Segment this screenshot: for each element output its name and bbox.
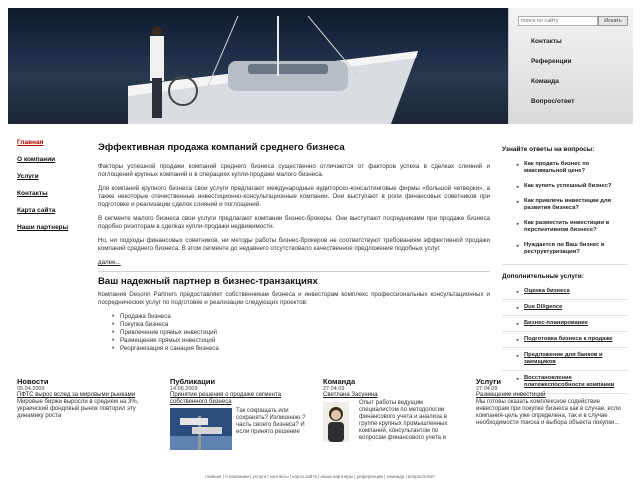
leftnav-item-contacts[interactable]: Контакты: [17, 190, 48, 197]
column-title: Публикации: [170, 377, 216, 386]
search-input[interactable]: [518, 16, 598, 26]
column-text: Так сокращать или сохранять? Излишнюю ? часть своего бизнеса? И если принято решение: [236, 408, 306, 435]
column-title: Услуги: [476, 377, 501, 386]
divider: [98, 271, 490, 272]
list-item: • Покупка бизнеса: [120, 321, 490, 329]
search-form: [518, 16, 626, 26]
footer-links[interactable]: главная | о компании | услуги | контакты | карта сайта | наши партнеры | референции | команда | вопрос/ответ: [204, 474, 436, 479]
leftnav-item-services[interactable]: Услуги: [17, 173, 39, 180]
read-more-link[interactable]: далее...: [98, 259, 121, 266]
service-link[interactable]: ► Восстановление платежеспособности компании: [502, 375, 628, 394]
services-column: [476, 378, 626, 427]
team-member-link[interactable]: Светлана Засунина: [323, 392, 378, 398]
services-title: Дополнительные услуги:: [502, 273, 584, 280]
projects-list: [98, 313, 490, 353]
news-column: [17, 378, 157, 420]
right-sidebar: [502, 146, 628, 398]
column-date: 27.04.09: [323, 386, 345, 392]
column-title: Новости: [17, 377, 49, 386]
question-link[interactable]: ► Как купить успешный бизнес?: [502, 183, 628, 190]
list-item: • Привлечение прямых инвестиций: [120, 329, 490, 337]
questions-title: Узнайте ответы на вопросы:: [502, 146, 595, 153]
page-title: Эффективная продажа компаний среднего бизнеса: [98, 142, 345, 153]
column-date: 05.04.2009: [17, 386, 45, 392]
paragraph-3: В сегменте малого бизнеса свои услуги предлагают компании бизнес-брокеры. Они выступают посредниками при продаже бизнеса подобно риэлторам в сделках купли-продажи недвижимости.: [98, 215, 490, 230]
service-link[interactable]: ► Бизнес-планирование: [502, 320, 628, 332]
list-item: • Реорганизация и санация бизнеса: [120, 345, 490, 353]
leftnav-item-about[interactable]: О компании: [17, 156, 56, 163]
column-text: Мировые биржи выросли в среднем на 3%, украинский фондовый рынок повторил эту динамику роста: [17, 399, 139, 419]
header-hero-image: [8, 8, 508, 124]
topnav-item-team[interactable]: Команда: [531, 78, 559, 85]
paragraph-5: Компания Desonn Partners предоставляет собственникам бизнеса и инвесторам комплекс профессиональных консультационных и посреднических услуг по подготовке и реализации следующих проектов:: [98, 291, 490, 306]
service-news-link[interactable]: Размещение инвестиций: [476, 392, 546, 398]
column-title: Команда: [323, 377, 356, 386]
news-link[interactable]: ПФТС вырос вслед за мировыми рынками: [17, 392, 136, 398]
service-link[interactable]: ► Due Diligence: [502, 304, 628, 316]
leftnav-item-partners[interactable]: Наши партнеры: [17, 224, 69, 231]
leftnav-item-sitemap[interactable]: Карта сайта: [17, 207, 56, 214]
leftnav-item-home[interactable]: Главная: [17, 139, 44, 146]
road-sign-image: [170, 408, 232, 450]
column-text: Опыт работы ведущим специалистом по методологии финансового учета и анализа в группе крупных промышленных компаний, консультантом по вопросам финансового учета и: [359, 400, 448, 441]
topnav-item-faq[interactable]: Вопрос/ответ: [531, 98, 575, 105]
main-content: [98, 142, 490, 353]
question-link[interactable]: ► Нуждается ли Ваш бизнес в реструктуризации?: [502, 242, 628, 256]
list-item: • Продажа бизнеса: [120, 313, 490, 321]
column-date: 27.04.09: [476, 386, 498, 392]
question-link[interactable]: ► Как продать бизнес по максимальной цене?: [502, 161, 628, 175]
top-navigation: [508, 8, 633, 124]
column-text: Мы готовы оказать комплексное содействие инвесторам при покупке бизнеса как в случае, если компания-цель уже определена, так и в случае необходимости поиска и выбора объекта покупки...: [476, 399, 621, 426]
divider: [502, 264, 628, 265]
list-item: • Размещение прямых инвестиций: [120, 337, 490, 345]
paragraph-2: Для компаний крупного бизнеса свои услуги предлагают международные аудиторско-консалтинговые фирмы «большой четверки», а также некоторые отечественные инвестиционно-консультационные компании. Они выступают в роли финансовых советников при подготовке и реализации сделок слияний и поглощений.: [98, 185, 490, 208]
team-member-photo: [323, 402, 349, 442]
paragraph-1: Факторы успешной продажи компаний среднего бизнеса существенно отличаются от факторов успеха в сделках слияний и поглощений крупных компаний и в операциях купли-продажи малого бизнеса.: [98, 163, 490, 178]
publication-link[interactable]: Принятие решения о продаже сегмента собственного бизнеса: [170, 392, 282, 405]
team-column: [323, 377, 463, 441]
topnav-item-contacts[interactable]: Контакты: [531, 38, 562, 45]
question-link[interactable]: ► Как привлечь инвестиции для развития бизнеса?: [502, 198, 628, 212]
topnav-item-references[interactable]: Референции: [531, 58, 572, 65]
column-date: 14.06.2009: [170, 386, 198, 392]
paragraph-4: Но, ни подходы финансовых советников, ни методы работы бизнес-брокеров не соответствуют требованиям эффективной продажи компаний среднего бизнеса. В этом сегменте до недавнего отсутствовало качественное предложение подобных услуг.: [98, 237, 490, 252]
service-link[interactable]: ► Оценка бизнеса: [502, 288, 628, 300]
yacht-illustration: [128, 16, 428, 124]
question-link[interactable]: ► Как разместить инвестиции в перспективном бизнесе?: [502, 220, 628, 234]
left-navigation: [17, 139, 87, 241]
service-link[interactable]: ► Подготовка бизнеса к продаже: [502, 336, 628, 348]
section-title: Ваш надежный партнер в бизнес-транзакциях: [98, 276, 318, 287]
search-button[interactable]: Искать: [598, 16, 628, 26]
service-link[interactable]: ► Предложение для банков и заемщиков: [502, 352, 628, 371]
publications-column: [170, 377, 310, 435]
